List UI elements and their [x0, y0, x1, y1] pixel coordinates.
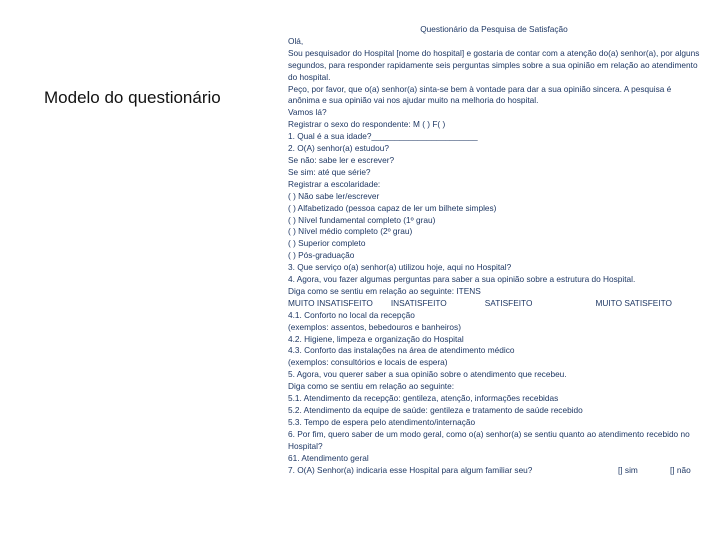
option-yes: [] sim — [618, 464, 638, 475]
question-5: 5. Agora, vou querer saber a sua opinião sobre o atendimento que recebeu. — [288, 369, 567, 380]
question-6: 6. Por fim, quero saber de um modo geral, como o(a) senhor(a) se sentiu quanto ao atendimento recebido no Hospital? — [288, 428, 690, 451]
question-2-yes: Se sim: até que série? — [288, 166, 371, 177]
question-4: 4. Agora, vou fazer algumas perguntas para saber a sua opinião sobre a estrutura do Hospital. — [288, 274, 636, 285]
option-no: [] não — [670, 464, 691, 475]
schooling-option: ( ) Nível fundamental completo (1º grau) — [288, 214, 436, 225]
intro-paragraph: Sou pesquisador do Hospital [nome do hospital] e gostaria de contar com a atenção do(a) senhor(a), por alguns segundos, para responder rapidamente seis perguntas simples sobre a sua opinião em relação ao atendimento do hospital. — [288, 47, 700, 82]
item-5-1: 5.1. Atendimento da recepção: gentileza, atenção, informações recebidas — [288, 393, 559, 404]
schooling-option: ( ) Superior completo — [288, 238, 366, 249]
question-2: 2. O(A) senhor(a) estudou? — [288, 143, 389, 154]
scale-very-satisfied: MUITO SATISFEITO — [595, 297, 672, 308]
schooling-option: ( ) Nível médio completo (2º grau) — [288, 226, 413, 237]
questionnaire-document — [288, 24, 700, 476]
scale-very-unsatisfied: MUITO INSATISFEITO — [288, 297, 373, 308]
item-6-1: 61. Atendimento geral — [288, 452, 369, 463]
questionnaire-heading: Questionário da Pesquisa de Satisfação — [420, 24, 568, 34]
satisfaction-scale — [288, 298, 700, 310]
greeting: Olá, — [288, 35, 304, 46]
schooling-option: ( ) Pós-graduação — [288, 250, 355, 261]
item-4-3: 4.3. Conforto das instalações na área de atendimento médico — [288, 345, 515, 356]
schooling-option: ( ) Alfabetizado (pessoa capaz de ler um bilhete simples) — [288, 202, 497, 213]
question-1: 1. Qual é a sua idade?_______________________ — [288, 131, 478, 142]
schooling-label: Registrar a escolaridade: — [288, 178, 381, 189]
item-5-3: 5.3. Tempo de espera pelo atendimento/internação — [288, 416, 476, 427]
item-5-2: 5.2. Atendimento da equipe de saúde: gentileza e tratamento de saúde recebido — [288, 405, 583, 415]
item-4-1-examples: (exemplos: assentos, bebedouros e banheiros) — [288, 321, 461, 332]
scale-satisfied: SATISFEITO — [484, 297, 533, 308]
question-2-no: Se não: sabe ler e escrever? — [288, 154, 395, 165]
slide-title: Modelo do questionário — [44, 88, 221, 107]
item-4-2: 4.2. Higiene, limpeza e organização do Hospital — [288, 333, 464, 344]
sex-line: Registrar o sexo do respondente: M ( ) F( ) — [288, 119, 446, 130]
question-3: 3. Que serviço o(a) senhor(a) utilizou hoje, aqui no Hospital? — [288, 262, 512, 273]
question-5-intro: Diga como se sentiu em relação ao seguinte: — [288, 381, 455, 392]
question-7: 7. O(A) Senhor(a) indicaria esse Hospital para algum familiar seu? — [288, 464, 533, 475]
question-7-row — [288, 465, 700, 477]
schooling-option: ( ) Não sabe ler/escrever — [288, 190, 380, 201]
lets-go-line: Vamos lá? — [288, 107, 327, 118]
item-4-1: 4.1. Conforto no local da recepção — [288, 309, 415, 320]
scale-unsatisfied: INSATISFEITO — [390, 297, 447, 308]
items-intro: Diga como se sentiu em relação ao seguinte: ITENS — [288, 285, 481, 296]
item-4-3-examples: (exemplos: consultórios e locais de espera) — [288, 357, 448, 368]
request-paragraph: Peço, por favor, que o(a) senhor(a) sinta-se bem à vontade para dar a sua opinião sincera. A pesquisa é anônima e sua opinião vai nos ajudar muito na melhoria do hospital. — [288, 83, 672, 106]
